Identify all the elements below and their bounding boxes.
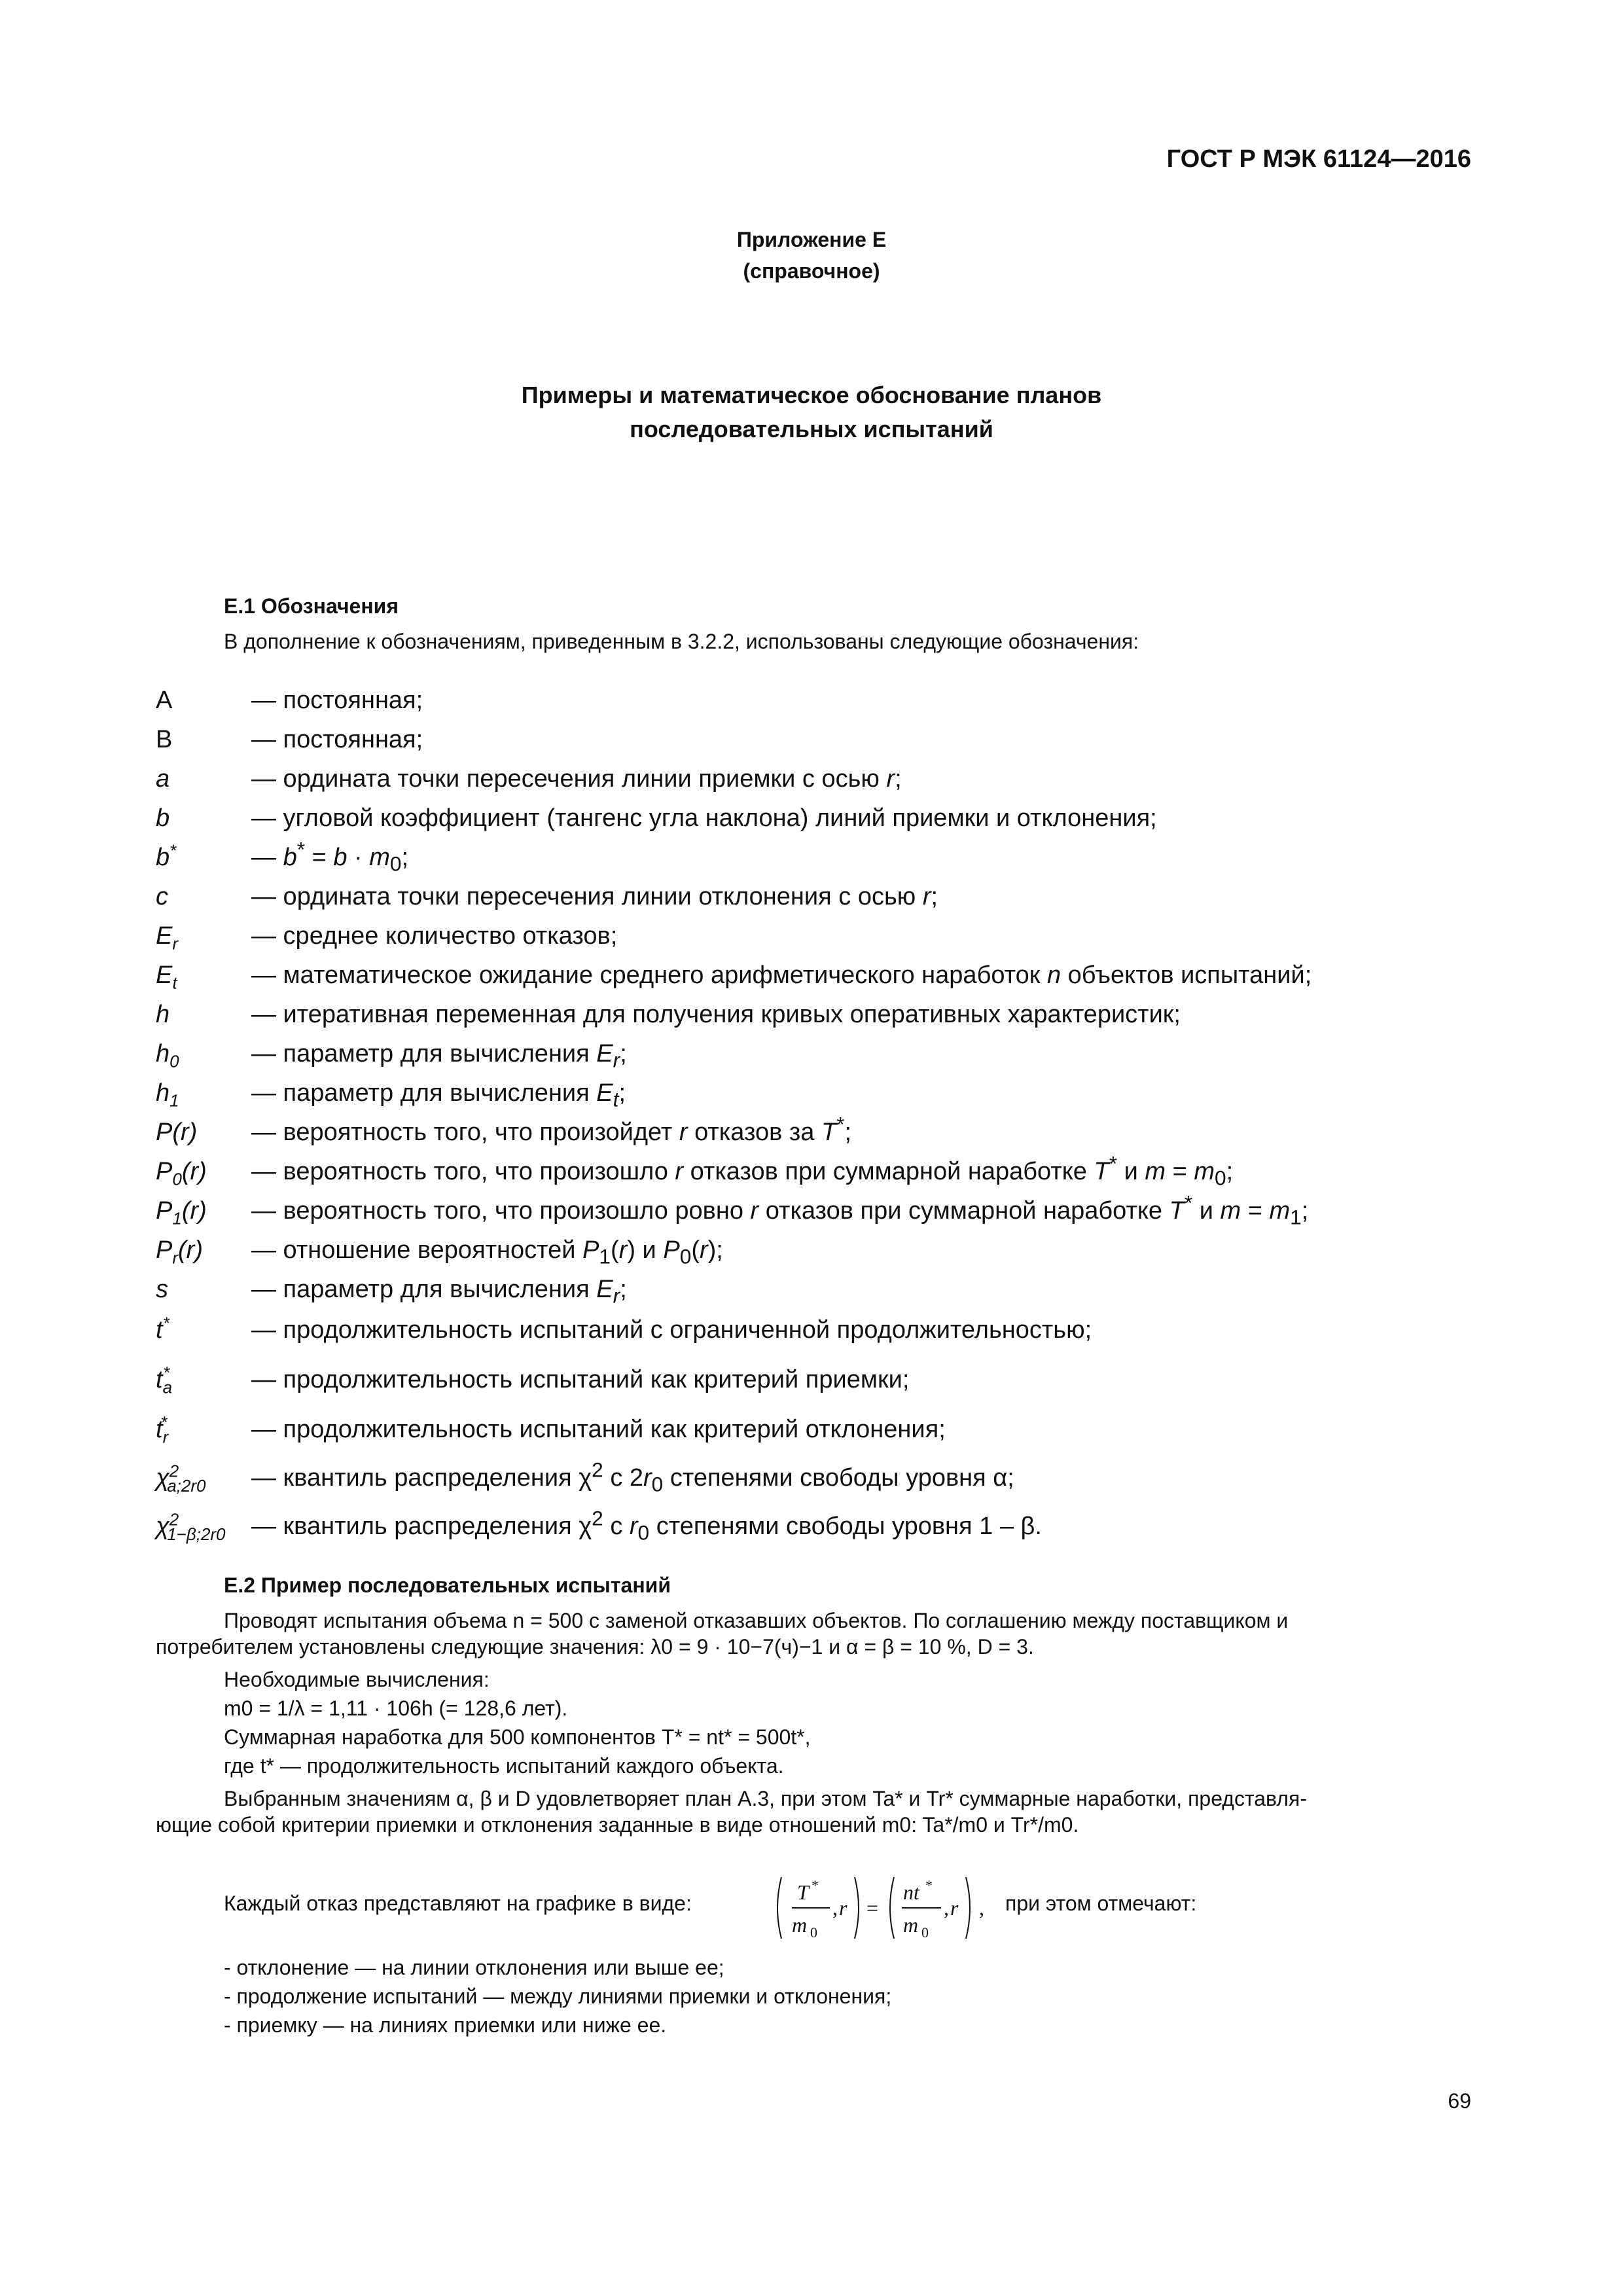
notation-symbol: A	[156, 687, 173, 714]
notation-symbol: $\chi^2_{1-\beta;2r0}$	[156, 1509, 226, 1544]
svg-text:,: ,	[832, 1896, 838, 1920]
notation-symbol: $t_r^*$	[156, 1412, 169, 1447]
svg-text:,: ,	[979, 1896, 984, 1920]
svg-text:,: ,	[944, 1896, 949, 1920]
notation-desc: — постоянная;	[251, 726, 423, 753]
notation-row	[156, 681, 1471, 720]
notation-symbol: b*	[156, 840, 177, 871]
section-e1-intro: В дополнение к обозначениям, приведенным в 3.2.2, использованы следующие обозначения:	[224, 630, 1139, 653]
svg-text:r: r	[950, 1896, 959, 1920]
notation-symbol: $t_a^*$	[156, 1363, 173, 1397]
notation-row	[156, 1270, 1471, 1309]
notation-symbol: P(r)	[156, 1119, 198, 1146]
calc-m0: m0 = 1/λ = 1,11 · 106h (= 128,6 лет).	[224, 1696, 568, 1720]
notation-desc: — продолжительность испытаний как критерий отклонения;	[251, 1416, 946, 1443]
plot-prefix: Каждый отказ представляют на графике в виде:	[224, 1892, 692, 1915]
notation-symbol: c	[156, 883, 168, 910]
notation-symbol: B	[156, 726, 173, 753]
notation-desc: — продолжительность испытаний как критерий приемки;	[251, 1366, 910, 1393]
calc-total: Суммарная наработка для 500 компонентов T* = nt* = 500t*,	[224, 1725, 811, 1749]
notation-desc: — вероятность того, что произойдет r отказов за T*;	[251, 1112, 852, 1146]
svg-text:*: *	[812, 1877, 819, 1893]
notation-symbol: $P_0(r)$	[156, 1158, 207, 1189]
title-line-1: Примеры и математическое обоснование планов	[521, 382, 1102, 408]
notation-desc: — квантиль распределения $\chi^2$ с $r_0$ степенями свободы уровня 1 – β.	[251, 1506, 1042, 1545]
notation-symbol: s	[156, 1276, 168, 1303]
bullet-item: - приемку — на линиях приемки или ниже ее.	[224, 2013, 667, 2037]
notation-row	[156, 759, 1471, 798]
notation-row	[156, 1458, 1471, 1498]
notation-symbol: $P_r(r)$	[156, 1236, 203, 1268]
notation-desc: — ордината точки пересечения линии отклонения с осью r;	[251, 883, 938, 910]
bullet-item: - продолжение испытаний — между линиями приемки и отклонения;	[224, 1984, 892, 2008]
notation-symbol: $h_1$	[156, 1079, 179, 1111]
notation-desc: — итеративная переменная для получения кривых оперативных характеристик;	[251, 1001, 1181, 1028]
notation-desc: — $b^* = b \cdot m_0$;	[251, 837, 409, 876]
svg-text:r: r	[839, 1896, 847, 1920]
section-e2-p2-line2: ющие собой критерии приемки и отклонения заданные в виде отношений m0: Ta*/m0 и Tr*/m0.	[156, 1813, 1079, 1837]
notation-row	[156, 798, 1471, 838]
notation-row	[156, 1073, 1471, 1113]
notation-desc: — вероятность того, что произошло ровно r отказов при суммарной наработке T* и $m = m_1$;	[251, 1191, 1309, 1229]
notation-symbol: a	[156, 765, 170, 793]
notation-desc: — продолжительность испытаний с ограниченной продолжительностью;	[251, 1316, 1092, 1344]
notation-symbol: $\chi^2_{a;2r0}$	[156, 1461, 206, 1496]
svg-text:=: =	[866, 1896, 879, 1920]
calc-label: Необходимые вычисления:	[224, 1668, 490, 1691]
notation-symbol: $E_t$	[156, 961, 177, 993]
svg-text:m: m	[903, 1913, 919, 1937]
notation-row	[156, 1191, 1471, 1230]
appendix-label: Приложение Е	[736, 228, 887, 251]
title-line-2: последовательных испытаний	[630, 416, 993, 442]
notation-desc: — параметр для вычисления $E_r$;	[251, 1276, 627, 1308]
section-e2-heading: Е.2 Пример последовательных испытаний	[224, 1573, 671, 1597]
notation-row	[156, 956, 1471, 995]
svg-text:nt: nt	[903, 1880, 919, 1904]
section-e2-p2-line1: Выбранным значениям α, β и D удовлетворяет план А.3, при этом Ta* и Tr* суммарные наработки, представля-	[224, 1787, 1307, 1810]
notation-row	[156, 838, 1471, 877]
svg-text:0: 0	[921, 1924, 929, 1941]
notation-row	[156, 1507, 1471, 1546]
section-e1-heading: Е.1 Обозначения	[224, 594, 399, 618]
notation-row	[156, 1034, 1471, 1073]
calc-where: где t* — продолжительность испытаний каждого объекта.	[224, 1754, 784, 1778]
notation-desc: — ордината точки пересечения линии приемки с осью r;	[251, 765, 902, 793]
notation-symbol: $E_r$	[156, 922, 179, 954]
notation-row	[156, 1360, 1471, 1399]
notation-row	[156, 1310, 1471, 1350]
notation-symbol: $h_0$	[156, 1040, 179, 1071]
notation-desc: — параметр для вычисления $E_r$;	[251, 1040, 627, 1072]
svg-text:T: T	[797, 1880, 809, 1904]
notation-desc: — среднее количество отказов;	[251, 922, 618, 950]
notation-row	[156, 720, 1471, 759]
appendix-heading	[0, 224, 1623, 287]
notation-desc: — вероятность того, что произошло r отказов при суммарной наработке T* и $m = m_0$;	[251, 1151, 1234, 1190]
notation-row	[156, 1113, 1471, 1152]
notation-desc: — угловой коэффициент (тангенс угла наклона) линий приемки и отклонения;	[251, 804, 1157, 832]
notation-symbol: t*	[156, 1313, 169, 1344]
standard-code: ГОСТ Р МЭК 61124—2016	[1166, 145, 1471, 173]
svg-text:*: *	[925, 1877, 933, 1893]
notation-row	[156, 916, 1471, 956]
section-e2-p1-line1: Проводят испытания объема n = 500 с заменой отказавших объектов. По соглашению между поставщиком и	[224, 1609, 1289, 1632]
svg-text:0: 0	[810, 1924, 817, 1941]
notation-desc: — квантиль распределения $\chi^2$ с $2r_0$ степенями свободы уровня α;	[251, 1458, 1014, 1496]
notation-symbol: h	[156, 1001, 170, 1028]
notation-row	[156, 1410, 1471, 1449]
document-title	[0, 378, 1623, 446]
plot-suffix: при этом отмечают:	[1005, 1892, 1197, 1915]
notation-symbol: $P_1(r)$	[156, 1197, 207, 1229]
notation-symbol: b	[156, 804, 170, 832]
appendix-type: (справочное)	[743, 259, 880, 283]
plot-point-formula	[775, 1872, 997, 1944]
notation-desc: — параметр для вычисления $E_t$;	[251, 1079, 626, 1111]
notation-desc: — отношение вероятностей $P_1(r)$ и $P_0(r)$;	[251, 1236, 723, 1268]
notation-row	[156, 995, 1471, 1034]
notation-row	[156, 877, 1471, 916]
bullet-item: - отклонение — на линии отклонения или выше ее;	[224, 1956, 724, 1979]
page-number: 69	[1448, 2089, 1471, 2113]
notation-desc: — математическое ожидание среднего арифметического наработок n объектов испытаний;	[251, 961, 1312, 989]
section-e2-p1-line2: потребителем установлены следующие значения: λ0 = 9 · 10−7(ч)−1 и α = β = 10 %, D = 3.	[156, 1635, 1034, 1659]
notation-row	[156, 1152, 1471, 1191]
svg-text:m: m	[792, 1913, 808, 1937]
notation-row	[156, 1230, 1471, 1270]
notation-desc: — постоянная;	[251, 687, 423, 714]
